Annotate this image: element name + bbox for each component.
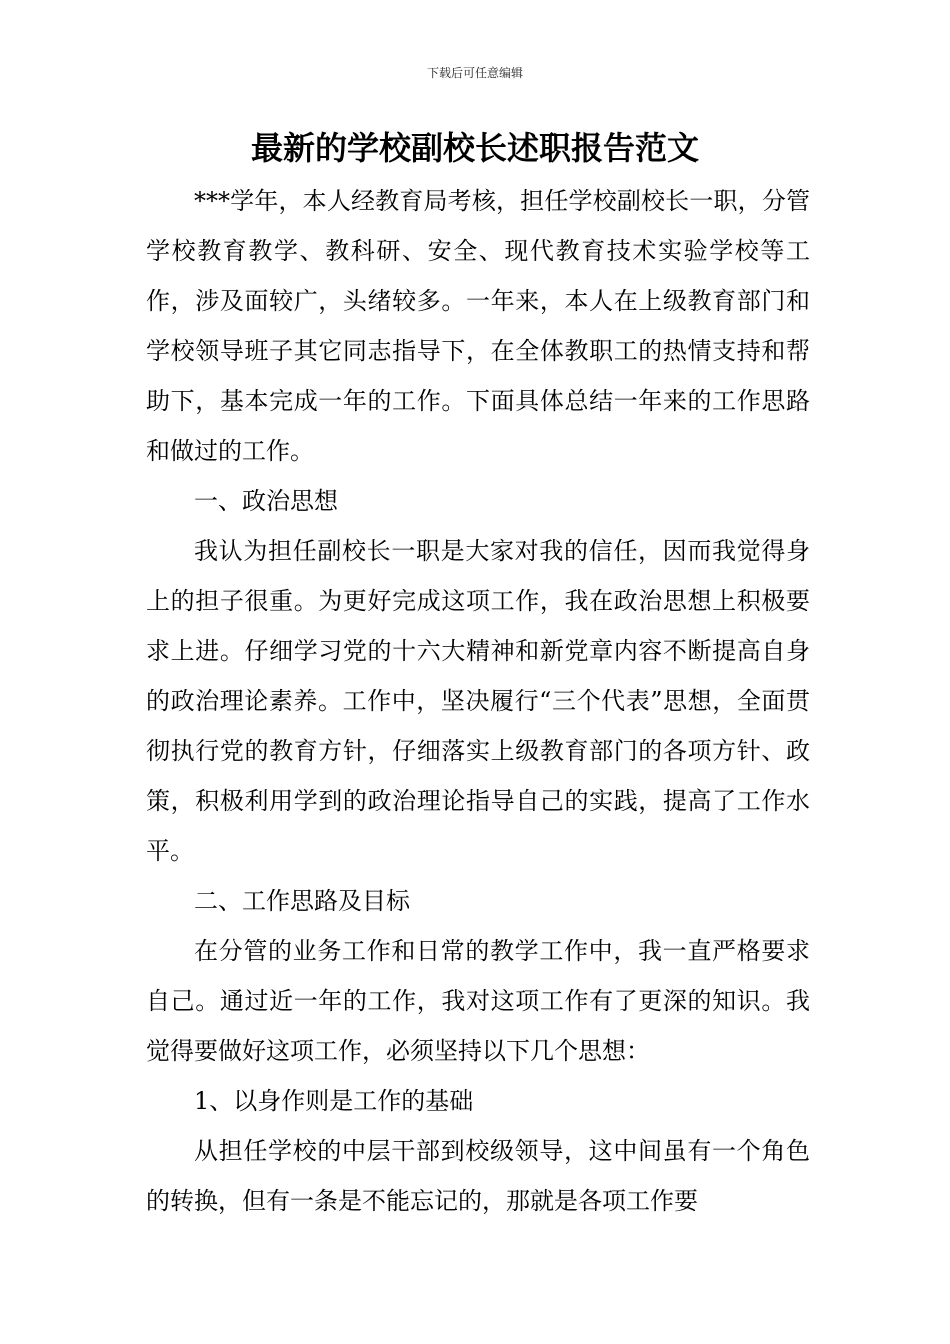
paragraph-intro: ***学年，本人经教育局考核，担任学校副校长一职，分管学校教育教学、教科研、安全、现代教育技术实验学校等工作，涉及面较广，头绪较多。一年来，本人在上级教育部门和学校领导班子其它同志指导下，在全体教职工的热情支持和帮助下，基本完成一年的工作。下面具体总结一年来的工作思路和做过的工作。 xyxy=(146,187,810,465)
paragraph-politics: 我认为担任副校长一职是大家对我的信任，因而我觉得身上的担子很重。为更好完成这项工作，我在政治思想上积极要求上进。仔细学习党的十六大精神和新党章内容不断提高自身的政治理论素养。工作中，坚决履行“三个代表”思想，全面贯彻执行党的教育方针，仔细落实上级教育部门的各项方针、政策，积极利用学到的政治理论指导自己的实践，提高了工作水平。 xyxy=(146,537,810,865)
paragraph-lead-by-example: 从担任学校的中层干部到校级领导，这中间虽有一个角色的转换，但有一条是不能忘记的，那就是各项工作要 xyxy=(146,1137,810,1215)
document-title: 最新的学校副校长述职报告范文 xyxy=(250,129,699,167)
header-note: 下载后可任意编辑 xyxy=(426,66,523,80)
section-heading-politics: 一、政治思想 xyxy=(194,487,338,515)
section-heading-work-ideas: 二、工作思路及目标 xyxy=(194,887,410,915)
paragraph-work-ideas: 在分管的业务工作和日常的教学工作中，我一直严格要求自己。通过近一年的工作，我对这项工作有了更深的知识。我觉得要做好这项工作，必须坚持以下几个思想： xyxy=(146,937,810,1065)
subsection-heading-lead-by-example: 1、以身作则是工作的基础 xyxy=(194,1087,474,1115)
document-body xyxy=(146,176,810,1226)
